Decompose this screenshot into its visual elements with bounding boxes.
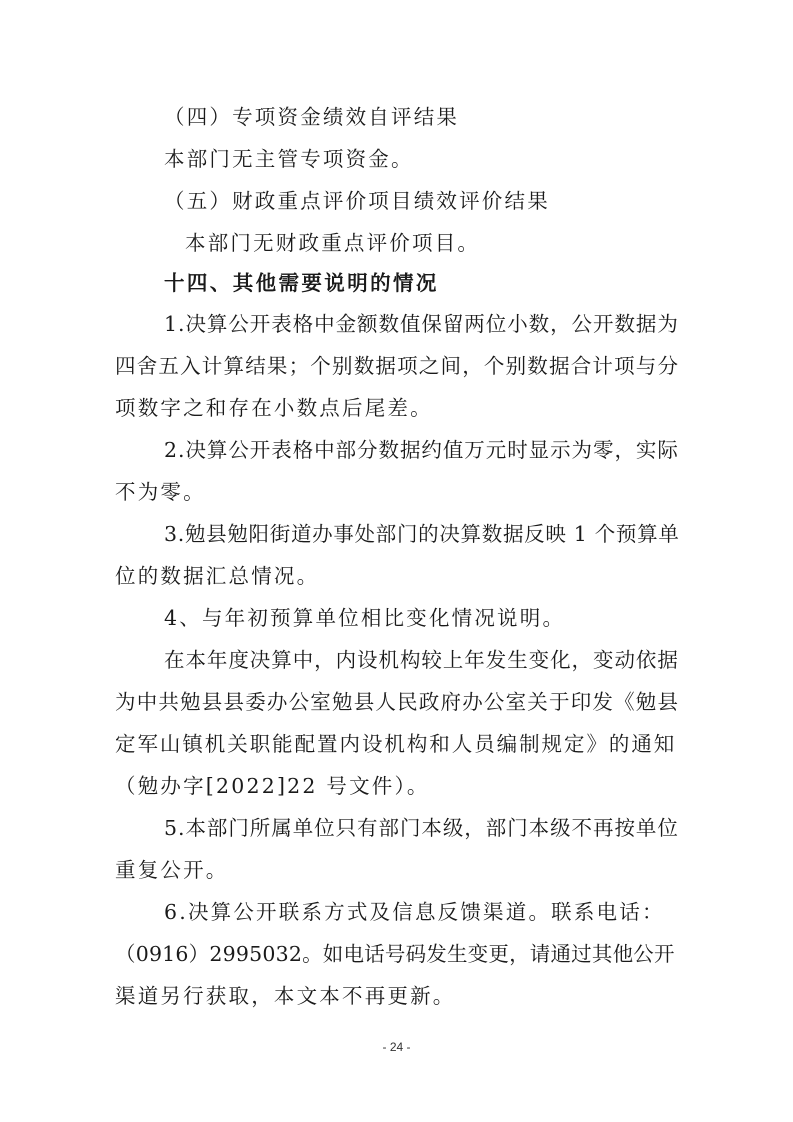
paragraph-line: 不为零。 bbox=[115, 480, 206, 504]
paragraph-line: 3.勉县勉阳街道办事处部门的决算数据反映 1 个预算单 bbox=[164, 522, 680, 546]
paragraph-line: （勉办字[2022]22 号文件）。 bbox=[115, 774, 430, 798]
paragraph-line: 2.决算公开表格中部分数据约值万元时显示为零，实际 bbox=[164, 438, 679, 462]
paragraph-line: 定军山镇机关职能配置内设机构和人员编制规定》的通知 bbox=[115, 732, 677, 756]
paragraph-line: （0916）2995032。如电话号码发生变更，请通过其他公开 bbox=[115, 942, 675, 966]
paragraph-line: 4、与年初预算单位相比变化情况说明。 bbox=[164, 606, 566, 630]
paragraph-line: 5.本部门所属单位只有部门本级，部门本级不再按单位 bbox=[164, 816, 679, 840]
paragraph-line: 1.决算公开表格中金额数值保留两位小数，公开数据为 bbox=[164, 312, 679, 336]
subheading-special-funds: （四）专项资金绩效自评结果 bbox=[164, 105, 460, 129]
paragraph-line: 渠道另行获取，本文本不再更新。 bbox=[115, 984, 456, 1008]
subheading-key-evaluation: （五）财政重点评价项目绩效评价结果 bbox=[164, 189, 550, 213]
paragraph-line: 项数字之和存在小数点后尾差。 bbox=[115, 396, 433, 420]
paragraph-line: 位的数据汇总情况。 bbox=[115, 564, 320, 588]
paragraph-line: 6.决算公开联系方式及信息反馈渠道。联系电话： bbox=[164, 900, 665, 924]
paragraph-line: 在本年度决算中，内设机构较上年发生变化，变动依据 bbox=[164, 648, 679, 672]
paragraph-line: 重复公开。 bbox=[115, 858, 229, 882]
paragraph-line: 为中共勉县县委办公室勉县人民政府办公室关于印发《勉县 bbox=[115, 690, 680, 714]
paragraph-no-key-evaluation: 本部门无财政重点评价项目。 bbox=[185, 231, 481, 255]
paragraph-no-special-funds: 本部门无主管专项资金。 bbox=[164, 147, 414, 171]
page-number: - 24 - bbox=[382, 1040, 411, 1054]
section-heading-other-notes: 十四、其他需要说明的情况 bbox=[164, 271, 439, 295]
paragraph-line: 四舍五入计算结果；个别数据项之间，个别数据合计项与分 bbox=[115, 354, 680, 378]
